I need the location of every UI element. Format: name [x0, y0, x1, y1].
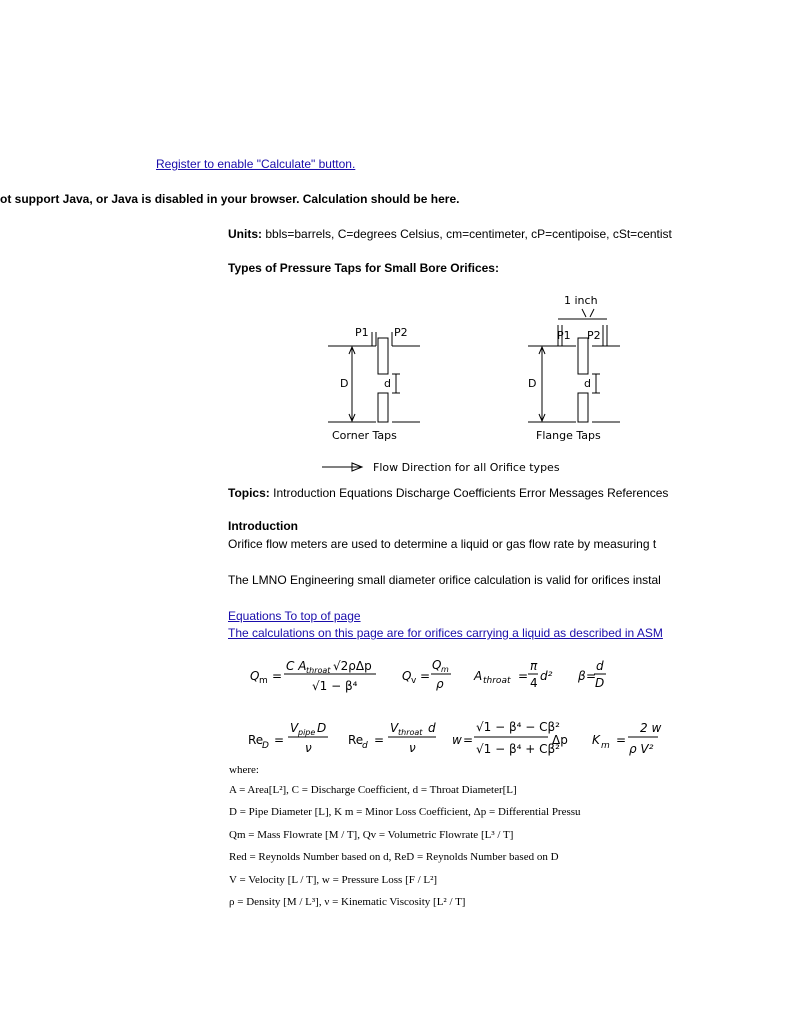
svg-text:m: m	[441, 665, 449, 674]
svg-text:K: K	[592, 733, 600, 747]
svg-text:Re: Re	[248, 733, 264, 747]
flange-throat-d-label: d	[584, 377, 591, 390]
svg-text:=: =	[272, 669, 283, 683]
flow-direction-caption: Flow Direction for all Orifice types	[373, 461, 560, 474]
register-link[interactable]: Register to enable "Calculate" button.	[156, 157, 356, 171]
svg-text:π: π	[530, 659, 538, 673]
svg-text:ρ: ρ	[436, 677, 444, 691]
units-label: Units:	[228, 227, 262, 241]
topics-line	[228, 486, 669, 500]
svg-text:4: 4	[530, 676, 538, 690]
svg-text:throat: throat	[398, 728, 423, 737]
topics-label: Topics:	[228, 486, 270, 500]
svg-text:d: d	[596, 659, 604, 673]
svg-text:v: v	[411, 676, 417, 686]
svg-text:Q: Q	[402, 669, 412, 683]
svg-text:ρ V²: ρ V²	[629, 742, 654, 756]
svg-text:w: w	[452, 733, 462, 747]
equations-graphic	[248, 656, 662, 760]
introduction-para2: The LMNO Engineering small diameter orifice calculation is valid for orifices instal	[228, 573, 661, 587]
svg-text:throat: throat	[483, 676, 511, 686]
svg-text:β: β	[578, 669, 586, 683]
svg-text:D: D	[317, 721, 327, 735]
where-line-3: Qm = Mass Flowrate [M / T], Qv = Volumetric Flowrate [L³ / T]	[229, 829, 514, 841]
svg-text:=: =	[274, 733, 285, 747]
asme-link[interactable]: The calculations on this page are for orifices carrying a liquid as described in ASM	[228, 626, 663, 640]
svg-text:throat: throat	[306, 666, 331, 675]
where-line-2: D = Pipe Diameter [L], K m = Minor Loss Coefficient, Δp = Differential Pressu	[229, 806, 581, 818]
flange-p1-label: P1	[557, 329, 571, 342]
one-inch-label: 1 inch	[564, 294, 598, 307]
corner-pipe-d-label: D	[340, 377, 349, 390]
taps-heading: Types of Pressure Taps for Small Bore Orifices:	[228, 261, 499, 275]
svg-text:D: D	[595, 676, 605, 690]
svg-text:Δp: Δp	[552, 733, 568, 747]
units-text: bbls=barrels, C=degrees Celsius, cm=centimeter, cP=centipoise, cSt=centist	[265, 227, 672, 241]
svg-text:V: V	[290, 721, 299, 735]
svg-text:=: =	[518, 669, 529, 683]
where-label: where:	[229, 764, 259, 776]
flange-p2-label: P2	[587, 329, 601, 342]
svg-text:A: A	[474, 669, 483, 683]
flange-pipe-d-label: D	[528, 377, 537, 390]
svg-text:C A: C A	[286, 659, 307, 673]
svg-text:ν: ν	[409, 741, 416, 755]
svg-text:d²: d²	[540, 669, 553, 683]
corner-p2-label: P2	[394, 326, 408, 339]
svg-text:√1 − β⁴ + Cβ²: √1 − β⁴ + Cβ²	[476, 742, 560, 756]
svg-text:ν: ν	[305, 741, 312, 755]
equations-block	[248, 656, 662, 760]
where-line-5: V = Velocity [L / T], w = Pressure Loss [F / L²]	[229, 874, 438, 886]
where-line-6: ρ = Density [M / L³], ν = Kinematic Viscosity [L² / T]	[229, 896, 466, 908]
svg-text:d: d	[362, 741, 368, 751]
introduction-para1: Orifice flow meters are used to determine a liquid or gas flow rate by measuring t	[228, 537, 657, 551]
equations-link[interactable]: Equations To top of page	[228, 609, 361, 623]
corner-throat-d-label: d	[384, 377, 391, 390]
pressure-taps-diagram	[300, 285, 640, 480]
svg-text:√1 − β⁴ − Cβ²: √1 − β⁴ − Cβ²	[476, 720, 560, 734]
svg-text:pipe: pipe	[298, 728, 316, 737]
svg-text:d: d	[428, 721, 436, 735]
where-line-4: Red = Reynolds Number based on d, ReD = Reynolds Number based on D	[229, 851, 559, 863]
flange-taps-caption: Flange Taps	[536, 429, 601, 442]
svg-text:√1 − β⁴: √1 − β⁴	[312, 679, 358, 693]
svg-text:V: V	[390, 721, 399, 735]
where-line-1: A = Area[L²], C = Discharge Coefficient, d = Throat Diameter[L]	[229, 784, 517, 796]
java-notice: ot support Java, or Java is disabled in your browser. Calculation should be here.	[0, 192, 460, 206]
svg-text:Q: Q	[432, 658, 442, 672]
svg-text:D: D	[262, 741, 269, 751]
svg-text:=: =	[463, 733, 474, 747]
svg-text:2 w: 2 w	[640, 721, 662, 735]
corner-p1-label: P1	[355, 326, 369, 339]
svg-text:m: m	[259, 676, 268, 686]
units-line	[228, 227, 672, 241]
svg-text:√2ρΔp: √2ρΔp	[333, 659, 372, 673]
svg-text:=: =	[374, 733, 385, 747]
topics-items[interactable]: Introduction Equations Discharge Coefficients Error Messages References	[273, 486, 669, 500]
svg-text:Q: Q	[250, 669, 260, 683]
corner-taps-caption: Corner Taps	[332, 429, 397, 442]
svg-text:Re: Re	[348, 733, 364, 747]
introduction-heading: Introduction	[228, 519, 298, 533]
svg-text:=: =	[586, 669, 597, 683]
svg-text:=: =	[420, 669, 431, 683]
svg-text:m: m	[601, 741, 610, 751]
svg-text:=: =	[616, 733, 627, 747]
